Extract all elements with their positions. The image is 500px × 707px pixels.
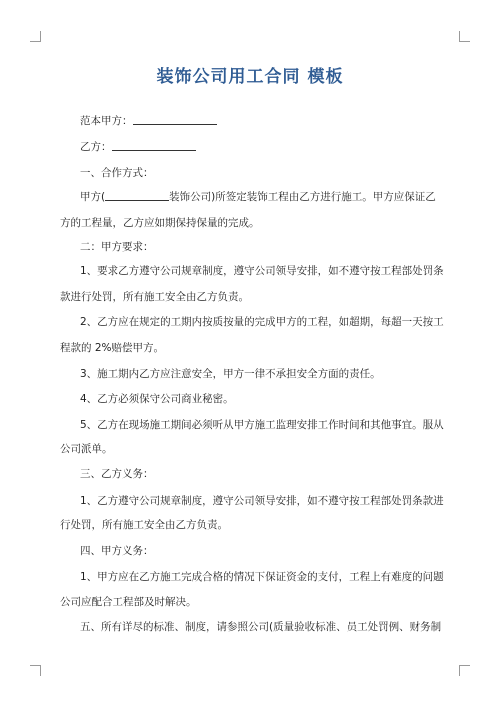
- crop-mark-top-left: [30, 31, 41, 42]
- party-a-line: [0, 114, 500, 128]
- party-b-line: [0, 140, 500, 154]
- section-2-item-1-cont: 款进行处罚，所有施工安全由乙方负责。: [60, 291, 249, 303]
- party-b-label: 乙方：: [80, 141, 112, 153]
- crop-mark-bottom-right: [459, 665, 470, 676]
- section-2-item-5-cont: 公司派单。: [60, 443, 113, 455]
- company-name-blank[interactable]: [105, 190, 169, 201]
- section-1-paragraph-line-2: 方的工程量，乙方应如期保持保量的完成。: [60, 217, 260, 229]
- section-1-paragraph-line-1: [0, 190, 500, 204]
- section-2-item-1: 1、要求乙方遵守公司规章制度，遵守公司领导安排，如不遵守按工程部处罚条: [80, 265, 444, 277]
- party-b-blank[interactable]: [112, 140, 196, 151]
- party-a-label: 范本甲方：: [80, 115, 133, 127]
- section-2-item-3: 3、施工期内乙方应注意安全，甲方一律不承担安全方面的责任。: [80, 368, 381, 380]
- section-4-item-1: 1、甲方应在乙方施工完成合格的情况下保证资金的支付，工程上有难度的问题: [80, 571, 444, 583]
- section-5-item-1: 五、所有详尽的标准、制度，请参照公司(质量验收标准、员工处罚例、财务制: [80, 621, 442, 633]
- section-2-heading: 二：甲方要求：: [80, 241, 154, 253]
- crop-mark-top-right: [459, 31, 470, 42]
- section-2-item-5: 5、乙方在现场施工期间必须听从甲方施工监理安排工作时间和其他事宜。服从: [80, 419, 444, 431]
- section-2-item-4: 4、乙方必须保守公司商业秘密。: [80, 393, 234, 405]
- section-2-item-2: 2、乙方应在规定的工期内按质按量的完成甲方的工程，如超期，每超一天按工: [80, 316, 444, 328]
- section-3-item-1: 1、乙方遵守公司规章制度，遵守公司领导安排，如不遵守按工程部处罚条款进: [80, 495, 444, 507]
- document-title: 装饰公司用工合同 模板: [156, 67, 344, 87]
- section-4-item-1-cont: 公司应配合工程部及时解决。: [60, 596, 197, 608]
- section-3-heading: 三、乙方义务：: [80, 468, 154, 480]
- section-2-item-2-cont: 程款的 2%赔偿甲方。: [60, 342, 164, 354]
- section-4-heading: 四、甲方义务：: [80, 545, 154, 557]
- section-1-prefix: 甲方(: [80, 191, 106, 203]
- section-1-rest: 装饰公司)所签定装饰工程由乙方进行施工。甲方应保证乙: [169, 191, 436, 203]
- section-1-heading: 一、合作方式：: [80, 167, 154, 179]
- crop-mark-bottom-left: [30, 665, 41, 676]
- party-a-blank[interactable]: [133, 114, 217, 125]
- section-3-item-1-cont: 行处罚，所有施工安全由乙方负责。: [60, 519, 228, 531]
